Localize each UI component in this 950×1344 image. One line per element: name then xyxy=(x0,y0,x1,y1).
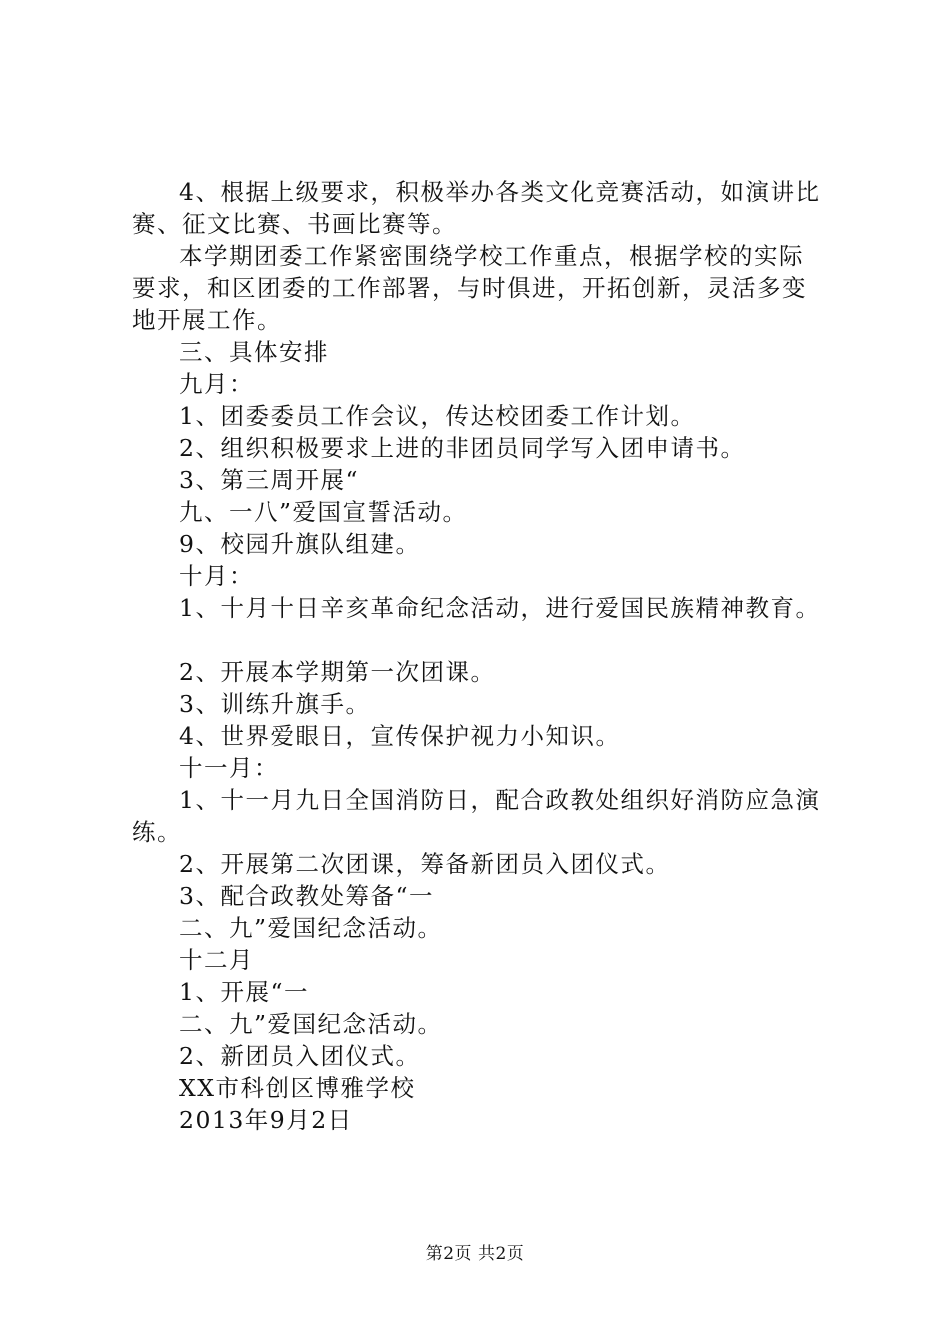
paragraph-line: 4、根据上级要求，积极举办各类文化竞赛活动，如演讲比 xyxy=(179,178,821,206)
list-item: 2、组织积极要求上进的非团员同学写入团申请书。 xyxy=(179,434,746,462)
list-item: 2、开展第二次团课，筹备新团员入团仪式。 xyxy=(179,850,671,878)
paragraph-line: 要求，和区团委的工作部署，与时俱进，开拓创新，灵活多变 xyxy=(132,274,807,302)
list-item: 9、校园升旗队组建。 xyxy=(179,530,421,558)
list-item: 练。 xyxy=(132,818,182,846)
month-heading: 十月： xyxy=(179,562,254,590)
list-item: 2、开展本学期第一次团课。 xyxy=(179,658,496,686)
blank-line xyxy=(132,624,832,656)
signature-date: 2013年9月2日 xyxy=(179,1106,353,1134)
paragraph-line: 地开展工作。 xyxy=(132,306,282,334)
section-heading: 三、具体安排 xyxy=(179,338,329,366)
list-item: 1、十月十日辛亥革命纪念活动，进行爱国民族精神教育。 xyxy=(179,594,821,622)
list-item: 4、世界爱眼日，宣传保护视力小知识。 xyxy=(179,722,621,750)
list-item: 2、新团员入团仪式。 xyxy=(179,1042,421,1070)
list-item: 二、九”爱国纪念活动。 xyxy=(179,914,443,942)
page-footer: 第2页 共2页 xyxy=(425,1244,525,1264)
list-item: 九、一八”爱国宣誓活动。 xyxy=(179,498,468,526)
paragraph-line: 本学期团委工作紧密围绕学校工作重点，根据学校的实际 xyxy=(179,242,804,270)
list-item: 3、配合政教处筹备“一 xyxy=(179,882,434,910)
signature-org: XX市科创区博雅学校 xyxy=(179,1074,416,1102)
list-item: 3、训练升旗手。 xyxy=(179,690,371,718)
list-item: 1、团委委员工作会议，传达校团委工作计划。 xyxy=(179,402,696,430)
list-item: 1、十一月九日全国消防日，配合政教处组织好消防应急演 xyxy=(179,786,821,814)
paragraph-line: 赛、征文比赛、书画比赛等。 xyxy=(132,210,457,238)
list-item: 1、开展“一 xyxy=(179,978,309,1006)
list-item: 二、九”爱国纪念活动。 xyxy=(179,1010,443,1038)
list-item: 3、第三周开展“ xyxy=(179,466,359,494)
month-heading: 十二月 xyxy=(179,946,254,974)
month-heading: 九月： xyxy=(179,370,254,398)
document-body xyxy=(132,176,832,1136)
month-heading: 十一月： xyxy=(179,754,279,782)
